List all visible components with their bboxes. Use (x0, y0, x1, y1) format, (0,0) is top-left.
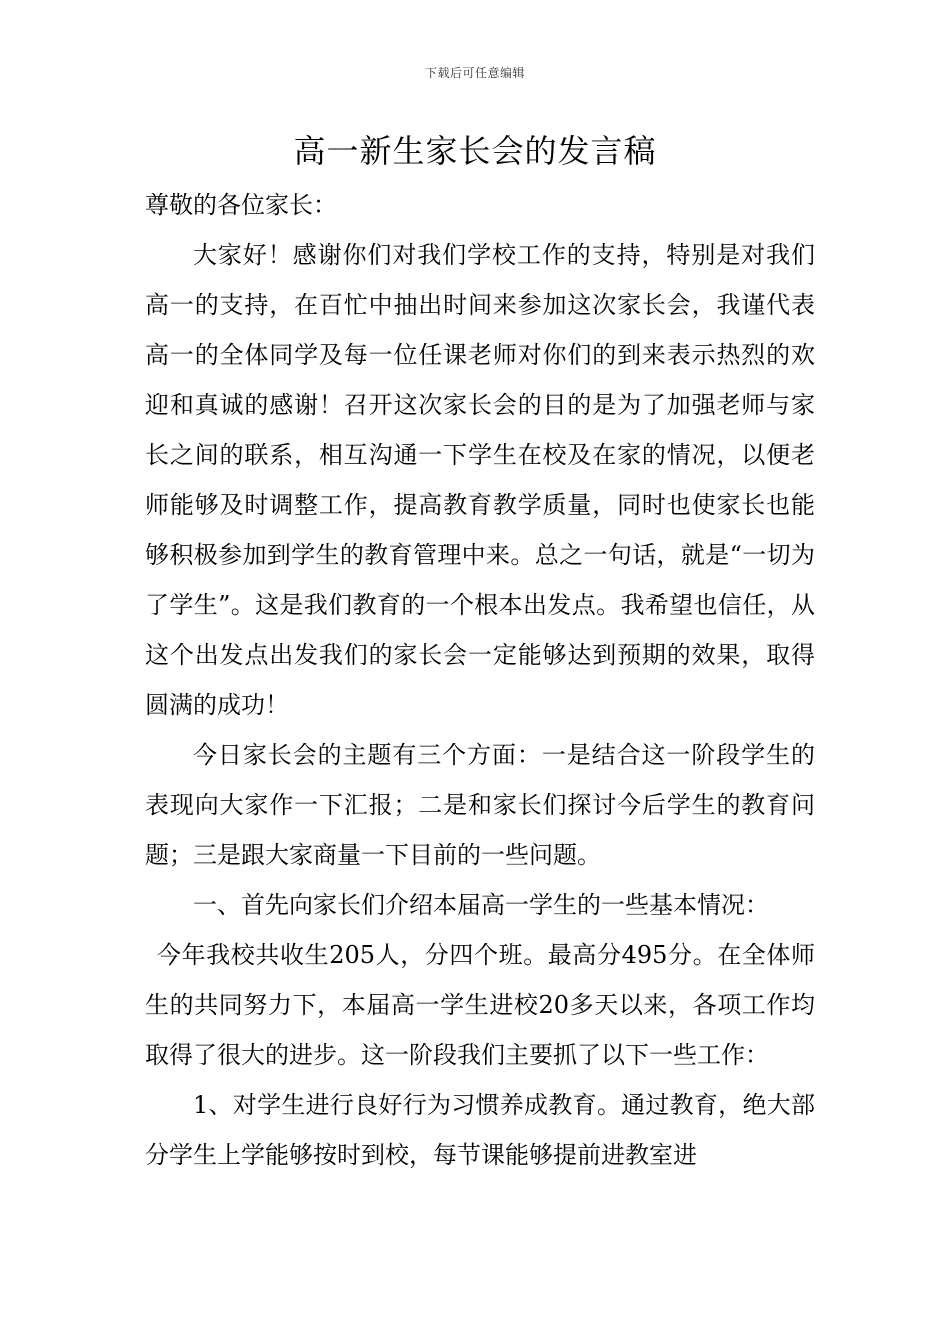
header-note: 下载后可任意编辑 (424, 66, 525, 80)
document-body (145, 180, 815, 1180)
salutation: 尊敬的各位家长： (145, 191, 337, 219)
section-heading-basic-info: 一、首先向家长们介绍本届高一学生的一些基本情况： (193, 891, 769, 919)
paragraph-themes: 今日家长会的主题有三个方面：一是结合这一阶段学生的表现向大家作一下汇报；二是和家长们探讨今后学生的教育问题；三是跟大家商量一下目前的一些问题。 (145, 741, 815, 869)
paragraph-item-1: 1、对学生进行良好行为习惯养成教育。通过教育，绝大部分学生上学能够按时到校，每节课能够提前进教室进 (145, 1091, 815, 1169)
paragraph-enrollment: 今年我校共收生205人，分四个班。最高分495分。在全体师生的共同努力下，本届高一学生进校20多天以来，各项工作均取得了很大的进步。这一阶段我们主要抓了以下一些工作： (145, 941, 815, 1069)
document-title: 高一新生家长会的发言稿 (293, 132, 657, 170)
paragraph-greeting: 大家好！感谢你们对我们学校工作的支持，特别是对我们高一的支持，在百忙中抽出时间来参加这次家长会，我谨代表高一的全体同学及每一位任课老师对你们的到来表示热烈的欢迎和真诚的感谢！召开这次家长会的目的是为了加强老师与家长之间的联系，相互沟通一下学生在校及在家的情况，以便老师能够及时调整工作，提高教育教学质量，同时也使家长也能够积极参加到学生的教育管理中来。总之一句话，就是“一切为了学生”。这是我们教育的一个根本出发点。我希望也信任，从这个出发点出发我们的家长会一定能够达到预期的效果，取得圆满的成功！ (145, 241, 815, 719)
